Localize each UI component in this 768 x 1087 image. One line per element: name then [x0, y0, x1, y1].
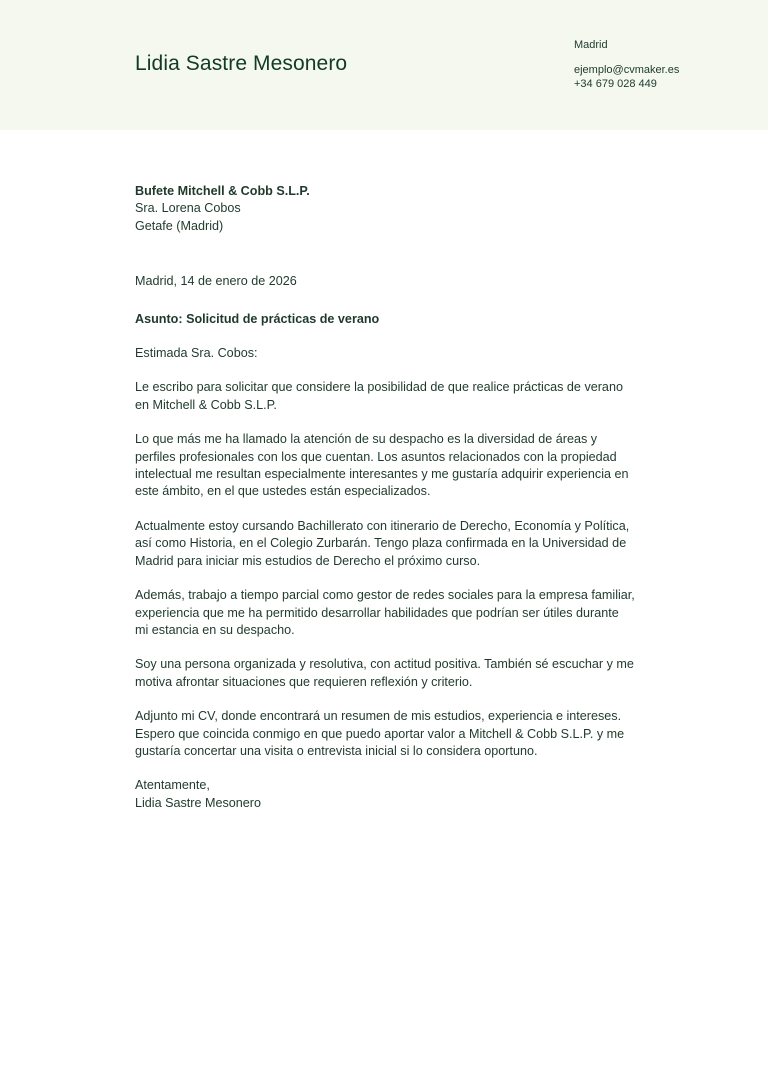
letter-paragraph: Soy una persona organizada y resolutiva, con actitud positiva. También sé escuchar y me motiva afrontar situaciones que requieren reflexión y criterio.	[135, 657, 634, 689]
recipient-company: Bufete Mitchell & Cobb S.L.P.	[135, 184, 310, 198]
recipient-block	[135, 183, 635, 235]
recipient-contact: Sra. Lorena Cobos	[135, 201, 241, 216]
letter-closing: Atentamente,	[135, 778, 210, 793]
sender-phone: +34 679 028 449	[574, 78, 657, 90]
letter-paragraph: Le escribo para solicitar que considere la posibilidad de que realice prácticas de verano en Mitchell & Cobb S.L.P.	[135, 380, 623, 412]
recipient-location: Getafe (Madrid)	[135, 218, 224, 233]
sender-city: Madrid	[574, 39, 608, 51]
letter-closing-block	[135, 777, 635, 812]
letter-subject: Asunto: Solicitud de prácticas de verano	[135, 311, 380, 326]
sender-contact	[574, 38, 679, 91]
letter-header	[0, 0, 768, 130]
letter-signature: Lidia Sastre Mesonero	[135, 795, 262, 810]
letter-paragraph: Adjunto mi CV, donde encontrará un resumen de mis estudios, experiencia e intereses. Espero que coincida conmigo en que puedo aportar valor a Mitchell & Cobb S.L.P. y me gustaría concertar una visita o entrevista inicial si lo considera oportuno.	[135, 709, 625, 758]
letter-paragraph: Además, trabajo a tiempo parcial como gestor de redes sociales para la empresa familiar, experiencia que me ha permitido desarrollar habilidades que podrían ser útiles durante mi estancia en su despacho.	[135, 588, 635, 637]
sender-email: ejemplo@cvmaker.es	[574, 64, 680, 76]
letter-date: Madrid, 14 de enero de 2026	[135, 274, 297, 289]
letter-paragraph: Actualmente estoy cursando Bachillerato con itinerario de Derecho, Economía y Política, así como Historia, en el Colegio Zurbarán. Tengo plaza confirmada en la Universidad de Madrid para iniciar mis estudios de Derecho el próximo curso.	[135, 518, 630, 568]
letter-paragraph: Lo que más me ha llamado la atención de su despacho es la diversidad de áreas y perfiles profesionales con los que cuentan. Los asuntos relacionados con la propiedad intelectual me resultan especialmente interesantes y me gustaría adquirir experiencia en este ámbito, en el que ustedes están especializados.	[135, 432, 629, 499]
letter-greeting: Estimada Sra. Cobos:	[135, 346, 258, 361]
letter-body	[135, 183, 635, 812]
sender-name: Lidia Sastre Mesonero	[135, 52, 348, 75]
